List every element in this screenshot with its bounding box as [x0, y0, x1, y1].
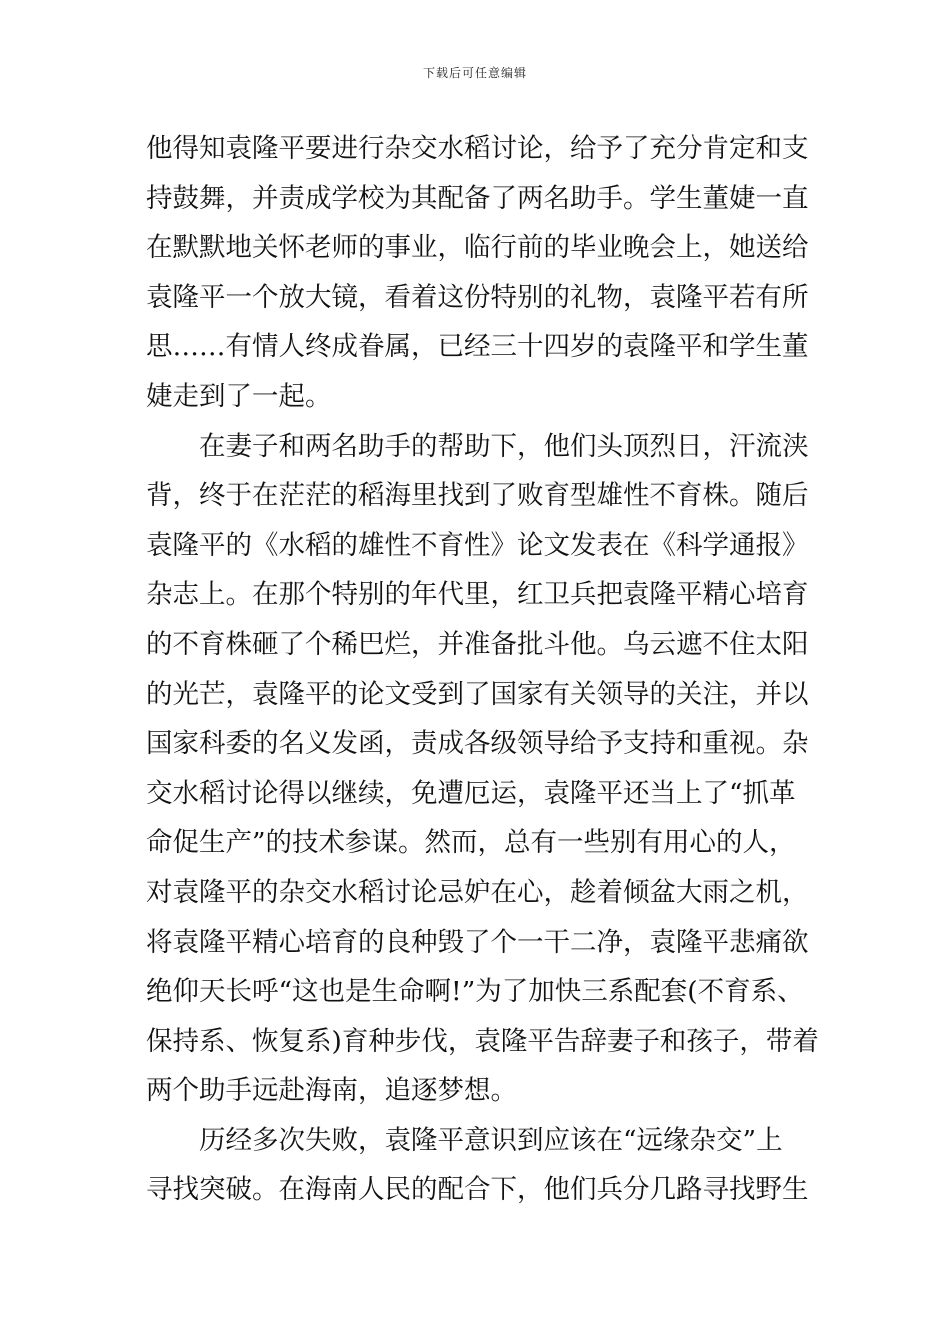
page-header-note: 下载后可任意编辑 — [422, 66, 527, 80]
text-line: 思……有情人终成眷属，已经三十四岁的袁隆平和学生董 — [146, 331, 809, 363]
document-body — [146, 124, 819, 1215]
text-line: 历经多次失败，袁隆平意识到应该在“远缘杂交”上 — [199, 1124, 783, 1156]
text-line: 在妻子和两名助手的帮助下，他们头顶烈日，汗流浃 — [199, 430, 809, 462]
text-line: 命促生产”的技术参谋。然而，总有一些别有用心的人， — [146, 827, 796, 859]
text-line: 的不育株砸了个稀巴烂，并准备批斗他。乌云遮不住太阳 — [146, 628, 809, 660]
text-line: 他得知袁隆平要进行杂交水稻讨论，给予了充分肯定和支 — [146, 133, 809, 164]
paragraph-2 — [146, 422, 819, 1116]
text-line: 杂志上。在那个特别的年代里，红卫兵把袁隆平精心培育 — [146, 579, 809, 611]
text-line: 婕走到了一起。 — [146, 380, 332, 412]
text-line: 背，终于在茫茫的稻海里找到了败育型雄性不育株。随后 — [146, 480, 809, 512]
text-line: 国家科委的名义发函，责成各级领导给予支持和重视。杂 — [146, 728, 809, 760]
text-line: 持鼓舞，并责成学校为其配备了两名助手。学生董婕一直 — [146, 182, 809, 214]
text-line: 两个助手远赴海南，追逐梦想。 — [146, 1075, 517, 1107]
text-line: 交水稻讨论得以继续，免遭厄运，袁隆平还当上了“抓革 — [146, 777, 796, 809]
paragraph-3 — [146, 1116, 810, 1215]
paragraph-1 — [146, 124, 810, 422]
text-line: 袁隆平一个放大镜，看着这份特别的礼物，袁隆平若有所 — [146, 281, 809, 313]
text-line: 寻找突破。在海南人民的配合下，他们兵分几路寻找野生 — [146, 1174, 809, 1206]
text-line: 对袁隆平的杂交水稻讨论忌妒在心，趁着倾盆大雨之机， — [146, 876, 809, 908]
text-line: 将袁隆平精心培育的良种毁了个一干二净，袁隆平悲痛欲 — [146, 926, 809, 958]
text-line: 在默默地关怀老师的事业，临行前的毕业晚会上，她送给 — [146, 232, 809, 264]
text-line: 的光芒，袁隆平的论文受到了国家有关领导的关注，并以 — [146, 678, 809, 710]
text-line: 袁隆平的《水稻的雄性不育性》论文发表在《科学通报》 — [146, 529, 809, 561]
text-line: 绝仰天长呼“这也是生命啊!”为了加快三系配套(不育系、 — [146, 976, 804, 1008]
text-line: 保持系、恢复系)育种步伐，袁隆平告辞妻子和孩子，带着 — [146, 1025, 819, 1057]
